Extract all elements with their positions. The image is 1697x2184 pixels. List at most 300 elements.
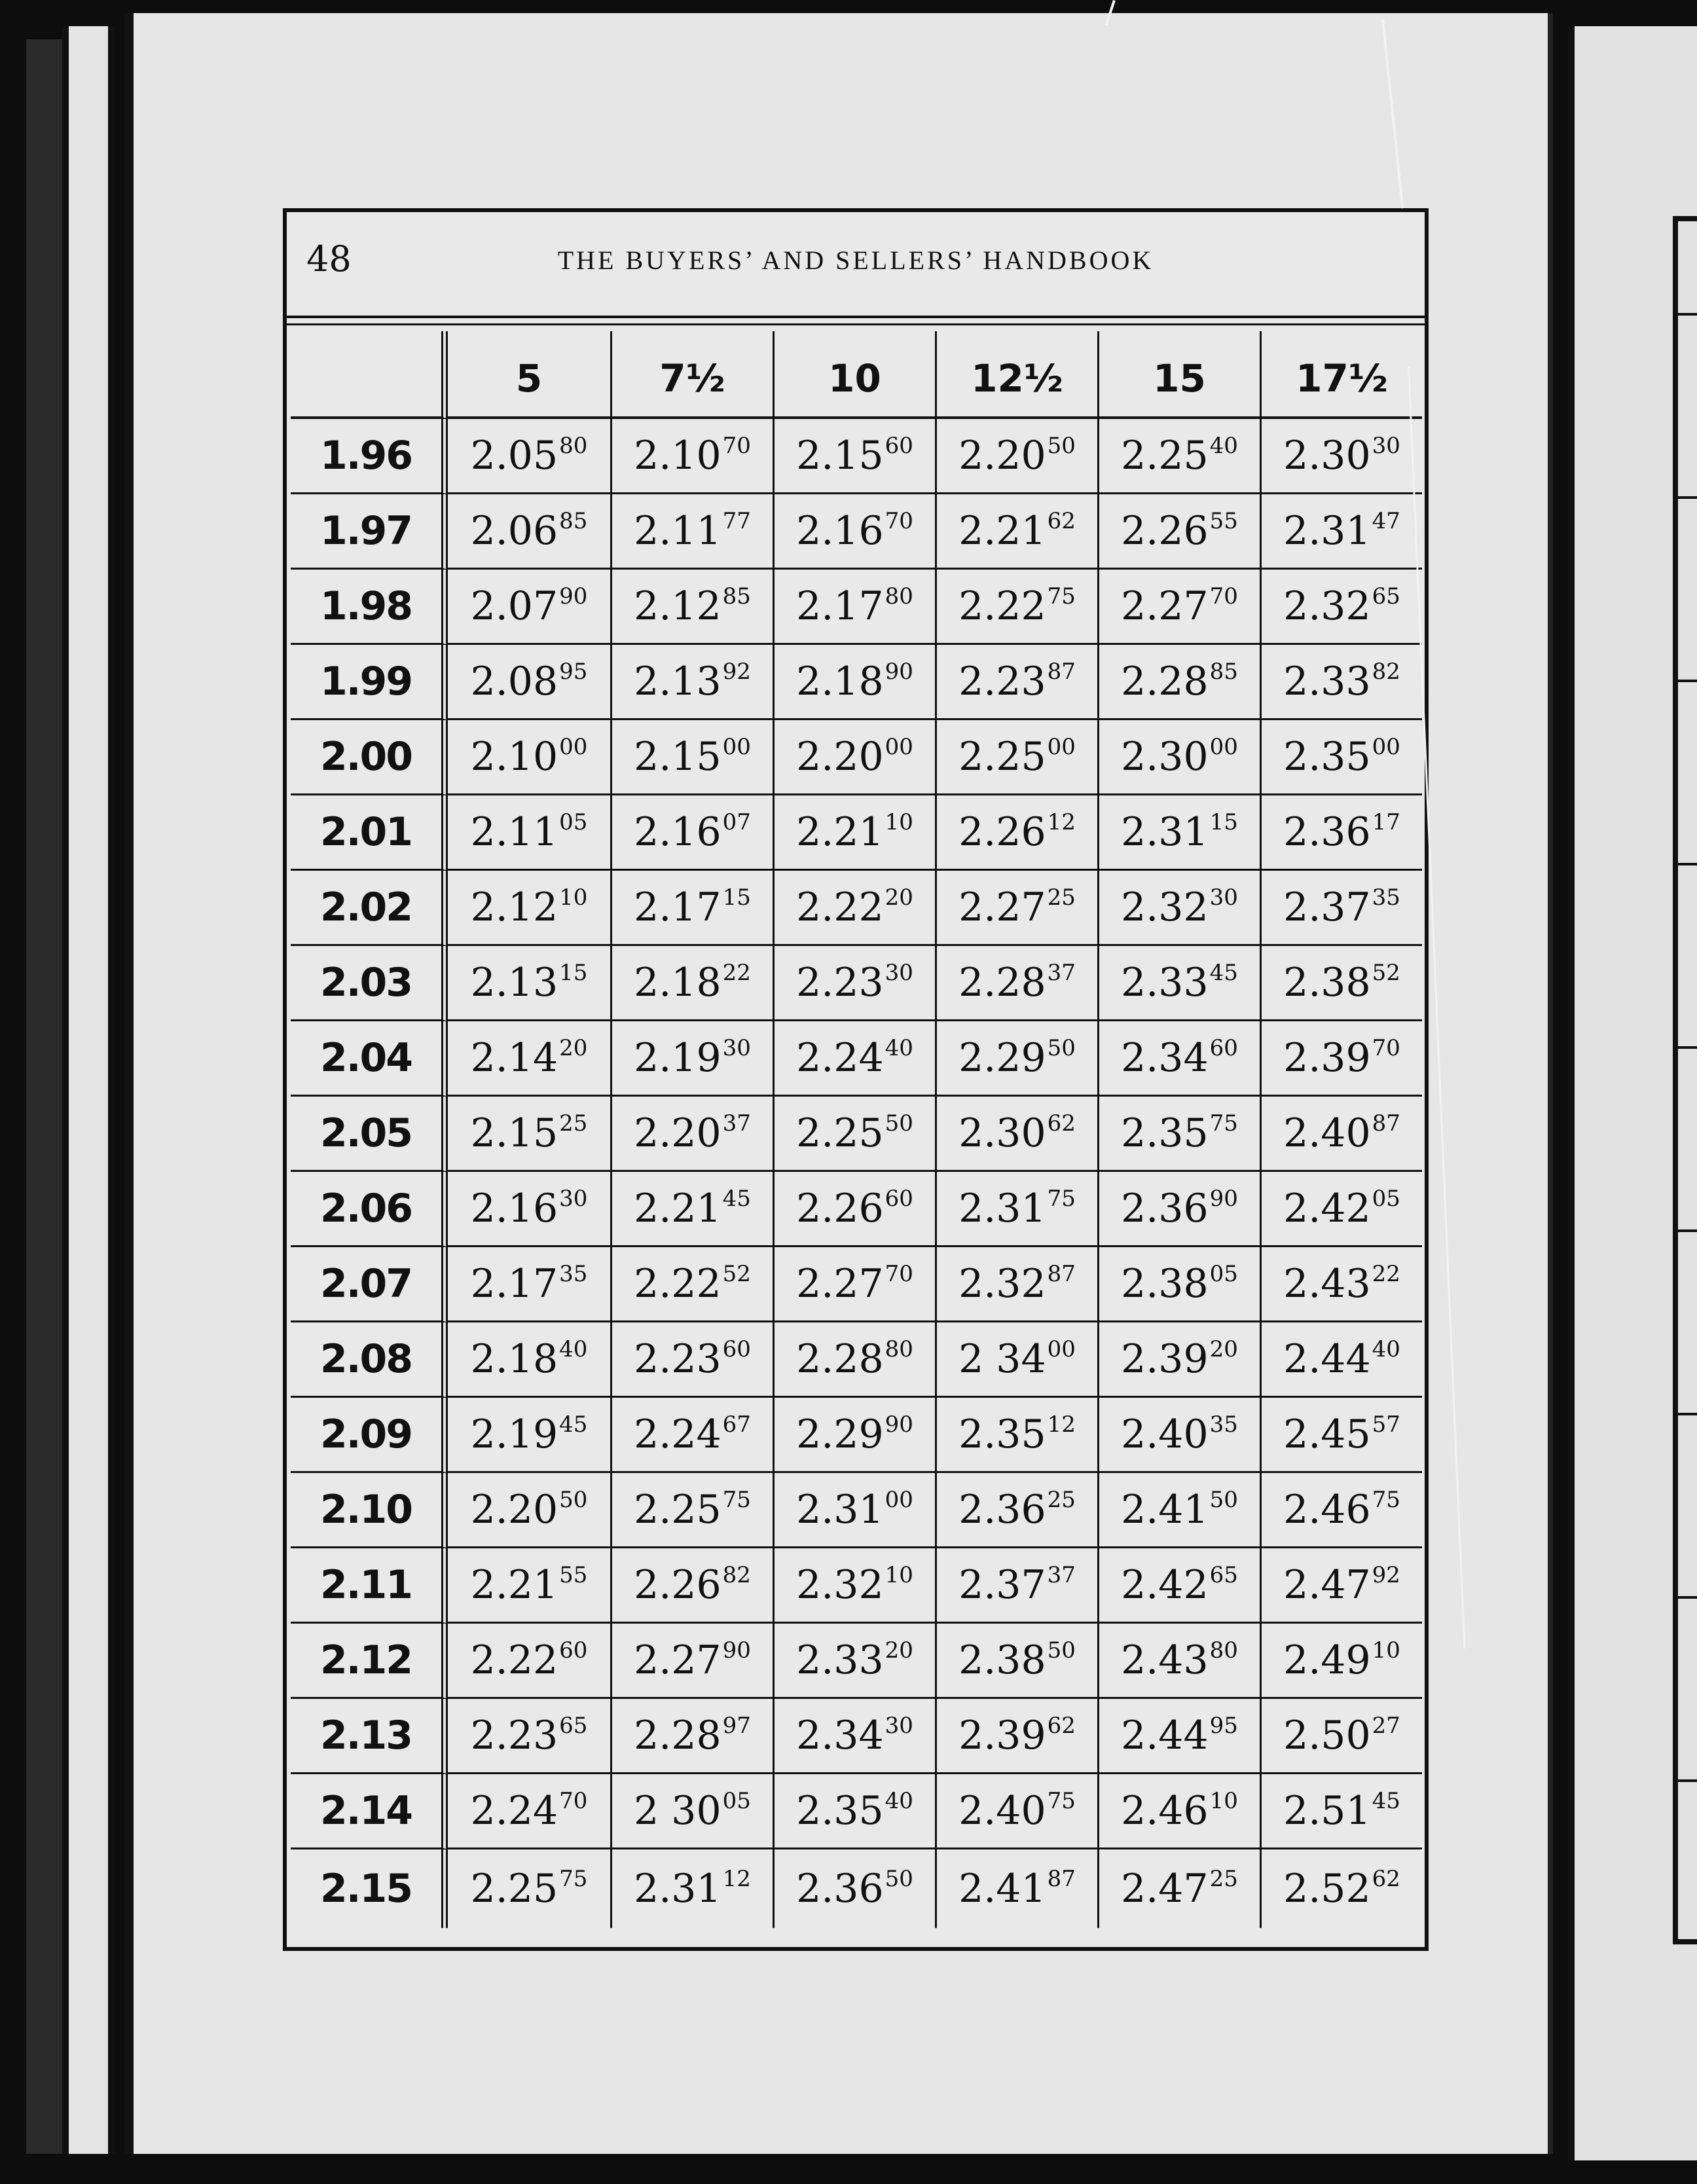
table-cell — [773, 1247, 935, 1322]
cell-value: 2.12 — [470, 884, 558, 930]
cell-fraction: 20 — [885, 884, 913, 911]
table-cell — [1260, 795, 1422, 871]
cell-fraction: 67 — [722, 1411, 751, 1438]
table-cell — [773, 1322, 935, 1398]
cell-value: 2.18 — [796, 659, 884, 704]
table-cell — [773, 1473, 935, 1548]
table-row — [291, 871, 1422, 946]
cell-value: 2.15 — [796, 433, 884, 479]
table-cell — [1097, 1247, 1260, 1322]
table-cell — [1097, 1849, 1260, 1928]
table-row — [291, 1021, 1422, 1097]
table-cell — [773, 1398, 935, 1473]
table-cell — [1260, 1473, 1422, 1548]
row-label: 2.08 — [291, 1322, 448, 1398]
cell-value: 2.16 — [796, 508, 884, 554]
table-row — [291, 494, 1422, 570]
table-cell — [448, 795, 610, 871]
table-cell — [1260, 946, 1422, 1021]
cell-fraction: 20 — [1209, 1336, 1238, 1362]
table-row — [291, 570, 1422, 645]
cell-value: 2.31 — [1283, 508, 1371, 554]
cell-fraction: 07 — [722, 809, 751, 835]
table-cell — [1097, 1398, 1260, 1473]
cell-fraction: 30 — [559, 1186, 588, 1212]
table-cell — [610, 1849, 773, 1928]
table-cell — [1260, 720, 1422, 795]
cell-value: 2.43 — [1121, 1637, 1209, 1683]
table-cell — [1097, 1774, 1260, 1849]
cell-fraction: 10 — [885, 809, 913, 835]
cell-fraction: 92 — [722, 659, 751, 685]
cell-fraction: 17 — [1372, 809, 1400, 835]
table-cell — [1097, 1473, 1260, 1548]
row-label: 2.07 — [291, 1247, 448, 1322]
column-header: 12½ — [935, 331, 1097, 419]
cell-fraction: 45 — [722, 1186, 751, 1212]
cell-fraction: 82 — [722, 1562, 751, 1588]
table-cell — [1097, 720, 1260, 795]
table-body — [291, 419, 1422, 1928]
cell-value: 2.42 — [1283, 1186, 1371, 1231]
cell-value: 2.33 — [1283, 659, 1371, 704]
cell-value: 2.43 — [1283, 1261, 1371, 1307]
table-cell — [1097, 871, 1260, 946]
table-cell — [1260, 1097, 1422, 1172]
table-cell — [1260, 1548, 1422, 1624]
cell-fraction: 45 — [1372, 1788, 1400, 1814]
cell-fraction: 70 — [885, 508, 913, 534]
cell-fraction: 20 — [559, 1035, 588, 1061]
cell-fraction: 75 — [722, 1487, 751, 1513]
cell-value: 2.19 — [470, 1411, 558, 1457]
cell-fraction: 10 — [1209, 1788, 1238, 1814]
column-header: 7½ — [610, 331, 773, 419]
cell-value: 2.44 — [1283, 1336, 1371, 1382]
table-cell — [610, 1699, 773, 1774]
cell-value: 2.24 — [470, 1788, 558, 1834]
cell-fraction: 35 — [559, 1261, 588, 1287]
cell-fraction: 90 — [885, 1411, 913, 1438]
cell-value: 2.40 — [958, 1788, 1046, 1834]
table-cell — [448, 1699, 610, 1774]
table-cell — [1097, 1021, 1260, 1097]
cell-fraction: 12 — [1047, 1411, 1076, 1438]
cell-fraction: 22 — [1372, 1261, 1400, 1287]
table-cell — [773, 1624, 935, 1699]
cell-value: 2.20 — [470, 1487, 558, 1533]
cell-value: 2.17 — [470, 1261, 558, 1307]
cell-fraction: 05 — [1372, 1186, 1400, 1212]
cell-fraction: 90 — [885, 659, 913, 685]
row-label: 1.97 — [291, 494, 448, 570]
cell-fraction: 75 — [1372, 1487, 1400, 1513]
table-cell — [448, 1849, 610, 1928]
page-frame — [283, 208, 1429, 1951]
table-cell — [448, 1322, 610, 1398]
cell-value: 2.35 — [958, 1411, 1046, 1457]
cell-value: 2.24 — [634, 1411, 721, 1457]
table-row — [291, 1097, 1422, 1172]
cell-value: 2.35 — [1283, 734, 1371, 780]
cell-fraction: 80 — [885, 1336, 913, 1362]
row-label: 2.13 — [291, 1699, 448, 1774]
cell-fraction: 00 — [1047, 734, 1076, 760]
cell-value: 2.39 — [1283, 1035, 1371, 1081]
table-cell — [935, 570, 1097, 645]
cell-fraction: 87 — [1372, 1110, 1400, 1137]
table-cell — [1260, 1398, 1422, 1473]
cell-value: 2 30 — [634, 1788, 721, 1834]
cell-value: 2.14 — [470, 1035, 558, 1081]
cell-fraction: 00 — [885, 734, 913, 760]
cell-value: 2.23 — [958, 659, 1046, 704]
table-cell — [448, 1774, 610, 1849]
cell-value: 2.22 — [958, 583, 1046, 629]
row-label: 2.14 — [291, 1774, 448, 1849]
table-cell — [610, 1172, 773, 1247]
cell-value: 2.45 — [1283, 1411, 1371, 1457]
cell-value: 2.21 — [958, 508, 1046, 554]
cell-value: 2.35 — [796, 1788, 884, 1834]
running-head — [287, 212, 1425, 316]
cell-value: 2.25 — [1121, 433, 1209, 479]
table-cell — [1260, 1172, 1422, 1247]
cell-value: 2.20 — [634, 1110, 721, 1156]
cell-fraction: 50 — [559, 1487, 588, 1513]
cell-value: 2.25 — [470, 1866, 558, 1912]
cell-fraction: 00 — [722, 734, 751, 760]
table-cell — [448, 1398, 610, 1473]
cell-value: 2.26 — [958, 809, 1046, 855]
row-label: 1.99 — [291, 645, 448, 720]
table-cell — [773, 1021, 935, 1097]
table-cell — [1260, 1322, 1422, 1398]
cell-value: 2.37 — [1283, 884, 1371, 930]
table-cell — [773, 795, 935, 871]
row-label: 2.00 — [291, 720, 448, 795]
cell-fraction: 25 — [1047, 884, 1076, 911]
cell-value: 2.44 — [1121, 1713, 1209, 1758]
table-cell — [1260, 494, 1422, 570]
table-row — [291, 795, 1422, 871]
table-cell — [773, 871, 935, 946]
cell-value: 2.51 — [1283, 1788, 1371, 1834]
cell-value: 2.15 — [470, 1110, 558, 1156]
table-row — [291, 946, 1422, 1021]
table-cell — [1097, 1699, 1260, 1774]
cell-value: 2.25 — [796, 1110, 884, 1156]
table-row — [291, 1473, 1422, 1548]
cell-fraction: 15 — [559, 960, 588, 986]
cell-value: 2.22 — [796, 884, 884, 930]
cell-fraction: 60 — [885, 1186, 913, 1212]
cell-fraction: 30 — [722, 1035, 751, 1061]
table-cell — [610, 1021, 773, 1097]
facing-page-rule — [1678, 863, 1697, 865]
cell-fraction: 25 — [1047, 1487, 1076, 1513]
facing-page-frame — [1673, 216, 1697, 1944]
table-cell — [610, 871, 773, 946]
cell-value: 2.26 — [796, 1186, 884, 1231]
table-cell — [935, 1624, 1097, 1699]
table-cell — [610, 720, 773, 795]
cell-value: 2.46 — [1283, 1487, 1371, 1533]
cell-fraction: 62 — [1047, 1110, 1076, 1137]
rate-table — [291, 331, 1422, 1928]
row-label: 2.03 — [291, 946, 448, 1021]
table-cell — [773, 645, 935, 720]
cell-value: 2.38 — [1283, 960, 1371, 1006]
cell-fraction: 75 — [559, 1866, 588, 1892]
cell-value: 2.22 — [634, 1261, 721, 1307]
table-cell — [448, 1247, 610, 1322]
cell-fraction: 62 — [1372, 1866, 1400, 1892]
cell-fraction: 30 — [885, 1713, 913, 1739]
cell-fraction: 70 — [1209, 583, 1238, 610]
cell-value: 2.31 — [958, 1186, 1046, 1231]
cell-fraction: 55 — [1209, 508, 1238, 534]
cell-value: 2.22 — [470, 1637, 558, 1683]
cell-value: 2.39 — [958, 1713, 1046, 1758]
table-row — [291, 1247, 1422, 1322]
cell-value: 2.24 — [796, 1035, 884, 1081]
table-cell — [1260, 1624, 1422, 1699]
cell-value: 2.27 — [796, 1261, 884, 1307]
table-cell — [610, 1624, 773, 1699]
cell-fraction: 70 — [722, 433, 751, 459]
cell-value: 2.23 — [796, 960, 884, 1006]
cell-value: 2.10 — [470, 734, 558, 780]
cell-value: 2.34 — [796, 1713, 884, 1758]
cell-fraction: 00 — [885, 1487, 913, 1513]
cell-fraction: 60 — [885, 433, 913, 459]
cell-fraction: 15 — [1209, 809, 1238, 835]
table-cell — [1260, 570, 1422, 645]
table-cell — [610, 1398, 773, 1473]
table-cell — [773, 946, 935, 1021]
cell-value: 2.13 — [634, 659, 721, 704]
table-cell — [935, 1322, 1097, 1398]
cell-value: 2.10 — [634, 433, 721, 479]
cell-fraction: 35 — [1372, 884, 1400, 911]
table-cell — [448, 1097, 610, 1172]
cell-fraction: 52 — [722, 1261, 751, 1287]
cell-fraction: 30 — [885, 960, 913, 986]
cell-value: 2.07 — [470, 583, 558, 629]
cell-value: 2.17 — [634, 884, 721, 930]
table-row — [291, 1849, 1422, 1928]
table-cell — [610, 1548, 773, 1624]
cell-value: 2.38 — [958, 1637, 1046, 1683]
row-label: 2.11 — [291, 1548, 448, 1624]
table-cell — [1260, 645, 1422, 720]
table-cell — [773, 1172, 935, 1247]
table-row — [291, 1322, 1422, 1398]
cell-fraction: 75 — [1209, 1110, 1238, 1137]
table-cell — [448, 645, 610, 720]
table-cell — [610, 645, 773, 720]
cell-value: 2.47 — [1283, 1562, 1371, 1608]
table-cell — [1097, 1548, 1260, 1624]
cell-fraction: 70 — [885, 1261, 913, 1287]
table-cell — [773, 1774, 935, 1849]
cell-value: 2.49 — [1283, 1637, 1371, 1683]
cell-fraction: 50 — [1047, 1035, 1076, 1061]
table-cell — [1260, 1849, 1422, 1928]
cell-fraction: 80 — [885, 583, 913, 610]
table-cell — [610, 570, 773, 645]
cell-value: 2.40 — [1283, 1110, 1371, 1156]
cell-fraction: 75 — [1047, 583, 1076, 610]
cell-fraction: 12 — [1047, 809, 1076, 835]
cell-fraction: 85 — [1209, 659, 1238, 685]
cell-fraction: 40 — [559, 1336, 588, 1362]
cell-fraction: 77 — [722, 508, 751, 534]
cell-value: 2.11 — [470, 809, 558, 855]
cell-fraction: 70 — [1372, 1035, 1400, 1061]
table-row — [291, 419, 1422, 494]
table-cell — [448, 946, 610, 1021]
table-cell — [1097, 1172, 1260, 1247]
table-cell — [1097, 1322, 1260, 1398]
table-cell — [935, 1021, 1097, 1097]
cell-value: 2.28 — [1121, 659, 1209, 704]
cell-fraction: 05 — [1209, 1261, 1238, 1287]
table-cell — [448, 570, 610, 645]
cell-value: 2.33 — [796, 1637, 884, 1683]
cell-value: 2 34 — [958, 1336, 1046, 1382]
row-label: 2.05 — [291, 1097, 448, 1172]
table-cell — [610, 1473, 773, 1548]
cell-fraction: 82 — [1372, 659, 1400, 685]
cell-value: 2.40 — [1121, 1411, 1209, 1457]
table-cell — [610, 1322, 773, 1398]
column-header-row — [291, 331, 1422, 419]
table-cell — [448, 1172, 610, 1247]
table-cell — [448, 1548, 610, 1624]
table-cell — [773, 1097, 935, 1172]
cell-fraction: 52 — [1372, 960, 1400, 986]
table-cell — [935, 795, 1097, 871]
cell-value: 2.36 — [796, 1866, 884, 1912]
table-cell — [1260, 1247, 1422, 1322]
cell-value: 2.06 — [470, 508, 558, 554]
cell-fraction: 40 — [885, 1035, 913, 1061]
cell-value: 2.52 — [1283, 1866, 1371, 1912]
row-label: 2.01 — [291, 795, 448, 871]
cell-fraction: 70 — [559, 1788, 588, 1814]
cell-value: 2.21 — [470, 1562, 558, 1608]
cell-value: 2.28 — [796, 1336, 884, 1382]
cell-value: 2.16 — [634, 809, 721, 855]
cell-fraction: 50 — [885, 1866, 913, 1892]
cell-value: 2.31 — [796, 1487, 884, 1533]
cell-fraction: 00 — [559, 734, 588, 760]
cell-fraction: 27 — [1372, 1713, 1400, 1739]
cell-value: 2.23 — [470, 1713, 558, 1758]
table-cell — [1097, 419, 1260, 494]
cell-value: 2.35 — [1121, 1110, 1209, 1156]
cell-value: 2.42 — [1121, 1562, 1209, 1608]
cell-fraction: 60 — [1209, 1035, 1238, 1061]
table-cell — [935, 1247, 1097, 1322]
cell-fraction: 75 — [1047, 1788, 1076, 1814]
cell-fraction: 95 — [559, 659, 588, 685]
cell-fraction: 87 — [1047, 1261, 1076, 1287]
table-cell — [448, 871, 610, 946]
table-cell — [935, 1774, 1097, 1849]
table-cell — [935, 946, 1097, 1021]
cell-value: 2.21 — [796, 809, 884, 855]
table-cell — [448, 1473, 610, 1548]
cell-value: 2.23 — [634, 1336, 721, 1382]
cell-value: 2.05 — [470, 433, 558, 479]
cell-fraction: 22 — [722, 960, 751, 986]
cell-fraction: 35 — [1209, 1411, 1238, 1438]
table-cell — [448, 494, 610, 570]
table-cell — [1097, 795, 1260, 871]
cell-fraction: 00 — [1372, 734, 1400, 760]
facing-page-rule — [1678, 496, 1697, 499]
table-cell — [610, 1774, 773, 1849]
cell-fraction: 25 — [1209, 1866, 1238, 1892]
cell-value: 2.36 — [1121, 1186, 1209, 1231]
cell-value: 2.08 — [470, 659, 558, 704]
cell-fraction: 90 — [722, 1637, 751, 1664]
table-row — [291, 1172, 1422, 1247]
cell-value: 2.20 — [796, 734, 884, 780]
row-label: 2.06 — [291, 1172, 448, 1247]
cell-value: 2.30 — [1283, 433, 1371, 479]
cell-value: 2.12 — [634, 583, 721, 629]
column-header: 5 — [448, 331, 610, 419]
cell-fraction: 85 — [559, 508, 588, 534]
cell-value: 2.28 — [958, 960, 1046, 1006]
row-label: 1.98 — [291, 570, 448, 645]
table-row — [291, 1548, 1422, 1624]
cell-value: 2.32 — [1121, 884, 1209, 930]
cell-fraction: 55 — [559, 1562, 588, 1588]
column-header: 10 — [773, 331, 935, 419]
cell-fraction: 00 — [1209, 734, 1238, 760]
cell-value: 2.18 — [470, 1336, 558, 1382]
cell-value: 2.36 — [958, 1487, 1046, 1533]
facing-page-rule — [1678, 1596, 1697, 1599]
cell-value: 2.27 — [634, 1637, 721, 1683]
cell-value: 2.33 — [1121, 960, 1209, 1006]
table-cell — [610, 1097, 773, 1172]
cell-value: 2.30 — [958, 1110, 1046, 1156]
table-cell — [773, 720, 935, 795]
cell-fraction: 50 — [885, 1110, 913, 1137]
table-cell — [448, 1021, 610, 1097]
page-stack-edge — [62, 26, 115, 2154]
table-cell — [773, 1849, 935, 1928]
table-cell — [610, 494, 773, 570]
head-rule — [287, 316, 1425, 318]
cell-fraction: 95 — [1209, 1713, 1238, 1739]
table-cell — [448, 1624, 610, 1699]
cell-fraction: 45 — [1209, 960, 1238, 986]
cell-fraction: 40 — [1209, 433, 1238, 459]
row-label: 2.12 — [291, 1624, 448, 1699]
cell-value: 2.32 — [1283, 583, 1371, 629]
table-cell — [935, 871, 1097, 946]
row-label: 2.10 — [291, 1473, 448, 1548]
column-header: 15 — [1097, 331, 1260, 419]
row-label: 1.96 — [291, 419, 448, 494]
